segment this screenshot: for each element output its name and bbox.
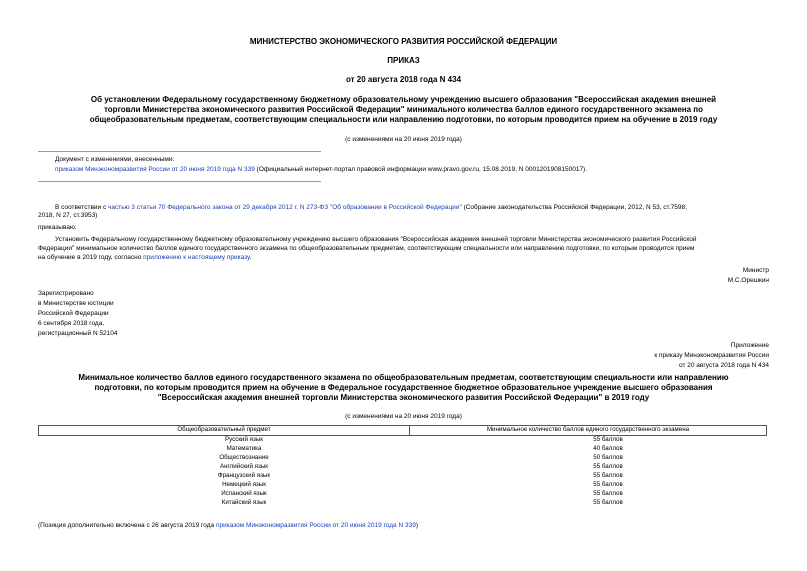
changes-note: (с изменениями на 20 июня 2019 года) bbox=[345, 136, 462, 143]
score-cell: 55 баллов bbox=[593, 472, 623, 480]
signature-name: М.С.Орешкин bbox=[727, 277, 769, 284]
appendix-line-3: от 20 августа 2018 года N 434 bbox=[678, 362, 769, 369]
ministry-heading: МИНИСТЕРСТВО ЭКОНОМИЧЕСКОГО РАЗВИТИЯ РОССИЙСКОЙ ФЕДЕРАЦИИ bbox=[249, 37, 558, 46]
appendix-title-line-2: подготовки, по которым проводится прием на обучение в Федеральное государственное бюджетное образовательное учреждение высшего образования bbox=[94, 383, 713, 392]
document-date: от 20 августа 2018 года N 434 bbox=[345, 75, 462, 84]
subject-cell: Английский язык bbox=[220, 463, 268, 471]
changes-source bbox=[55, 166, 587, 174]
preamble-paragraph-1 bbox=[55, 204, 687, 212]
table-row bbox=[39, 472, 767, 481]
appendix-line-2: к приказу Минэкономразвития России bbox=[654, 352, 769, 359]
preamble-paragraph-1-cont: 2018, N 27, ст.3953) bbox=[38, 212, 98, 219]
subject-cell: Математика bbox=[226, 445, 262, 453]
subject-cell: Испанский язык bbox=[221, 490, 267, 498]
federal-law-link[interactable]: частью 3 статьи 70 Федерального закона от 29 декабря 2012 г. N 273-ФЗ "Об образовании в Российской Федерации" bbox=[108, 204, 462, 211]
table-row bbox=[39, 436, 767, 446]
registration-line-4: 6 сентября 2018 года, bbox=[38, 320, 105, 327]
score-cell: 55 баллов bbox=[593, 481, 623, 489]
table-row bbox=[39, 490, 767, 499]
subject-cell: Немецкий язык bbox=[222, 481, 266, 489]
document-title-line-1: Об установлении Федеральному государственному бюджетному образовательному учреждению высшего образования "Всероссийская академия внешней bbox=[90, 95, 717, 104]
table-row bbox=[39, 463, 767, 472]
appendix-changes-note: (с изменениями на 20 июня 2019 года) bbox=[345, 413, 462, 420]
preamble-text: В соответствии с bbox=[55, 204, 109, 211]
subject-cell: Русский язык bbox=[224, 436, 264, 444]
divider-top bbox=[38, 151, 321, 152]
table-row bbox=[39, 454, 767, 463]
order-paragraph-line-3 bbox=[38, 254, 251, 262]
score-cell: 40 баллов bbox=[593, 445, 623, 453]
table-row bbox=[39, 499, 767, 508]
subject-cell: Обществознание bbox=[219, 454, 269, 462]
footnote-end: ) bbox=[415, 522, 418, 529]
amendment-order-link[interactable]: приказом Минэкономразвития России от 20 июня 2019 года N 339 bbox=[55, 166, 255, 173]
subject-cell: Китайский язык bbox=[221, 499, 267, 507]
divider-bottom bbox=[38, 181, 321, 182]
score-cell: 50 баллов bbox=[593, 454, 623, 462]
document-title-line-3: общеобразовательным предметам, соответствующим специальности или направлению подготовки, по которым проводится прием на обучение в 2019 году bbox=[89, 115, 718, 124]
appendix-link[interactable]: приложению к настоящему приказу bbox=[143, 254, 250, 261]
document-title-line-2: торговли Министерства экономического развития Российской Федерации" минимального количества баллов единого государственного экзамена по bbox=[103, 105, 703, 114]
preamble-text-end: (Собрание законодательства Российской Федерации, 2012, N 53, ст.7598; bbox=[461, 204, 687, 211]
signature-role: Министр bbox=[742, 267, 769, 274]
footnote-order-link[interactable]: приказом Минэкономразвития России от 20 июня 2019 года N 339 bbox=[215, 522, 416, 529]
changes-intro: Документ с изменениями, внесенными: bbox=[55, 156, 175, 163]
column-header-min-score: Минимальное количество баллов единого государственного экзамена bbox=[410, 426, 767, 436]
registration-line-5: регистрационный N 52104 bbox=[38, 330, 118, 337]
score-cell: 55 баллов bbox=[593, 490, 623, 498]
appendix-line-1: Приложение bbox=[730, 342, 769, 349]
order-paragraph-line-1: Установить Федеральному государственному бюджетному образовательному учреждению высшего образования "Всероссийская академия внешней торговли Министерства экономического развития Российской bbox=[55, 236, 697, 243]
order-paragraph-text: на обучение в 2019 году, согласно bbox=[38, 254, 144, 261]
appendix-title-line-3: "Всероссийская академия внешней торговли Министерства экономического развития Российской Федерации" в 2019 году bbox=[157, 393, 650, 402]
subject-cell: Французский язык bbox=[217, 472, 271, 480]
footnote-text: (Позиция дополнительно включена с 26 августа 2019 года bbox=[38, 522, 216, 529]
order-paragraph-line-2: Федерации" минимальное количество баллов единого государственного экзамена по общеобразовательным предметам, соответствующим специальности или направлению подготовки, по которым проводится прием bbox=[38, 245, 695, 252]
table-footnote bbox=[38, 522, 418, 530]
column-header-subject: Общеобразовательный предмет bbox=[39, 426, 410, 436]
score-cell: 55 баллов bbox=[593, 499, 623, 507]
order-paragraph-end: . bbox=[249, 254, 252, 261]
table-row bbox=[39, 445, 767, 454]
changes-source-details: (Официальный интернет-портал правовой информации www.pravo.gov.ru, 15.08.2019, N 0001201908150017). bbox=[254, 166, 588, 173]
registration-line-3: Российской Федерации bbox=[38, 310, 109, 317]
min-scores-table bbox=[38, 425, 767, 508]
table-row bbox=[39, 481, 767, 490]
order-word: приказываю: bbox=[38, 224, 77, 231]
score-cell: 55 баллов bbox=[593, 463, 623, 471]
score-cell: 55 баллов bbox=[593, 436, 623, 444]
table-header-row bbox=[39, 426, 767, 436]
appendix-title-line-1: Минимальное количество баллов единого государственного экзамена по общеобразовательным предметам, соответствующим специальности или направлению bbox=[78, 373, 729, 382]
registration-line-1: Зарегистрировано bbox=[38, 290, 94, 297]
registration-line-2: в Министерстве юстиции bbox=[38, 300, 114, 307]
document-type: ПРИКАЗ bbox=[387, 56, 420, 65]
